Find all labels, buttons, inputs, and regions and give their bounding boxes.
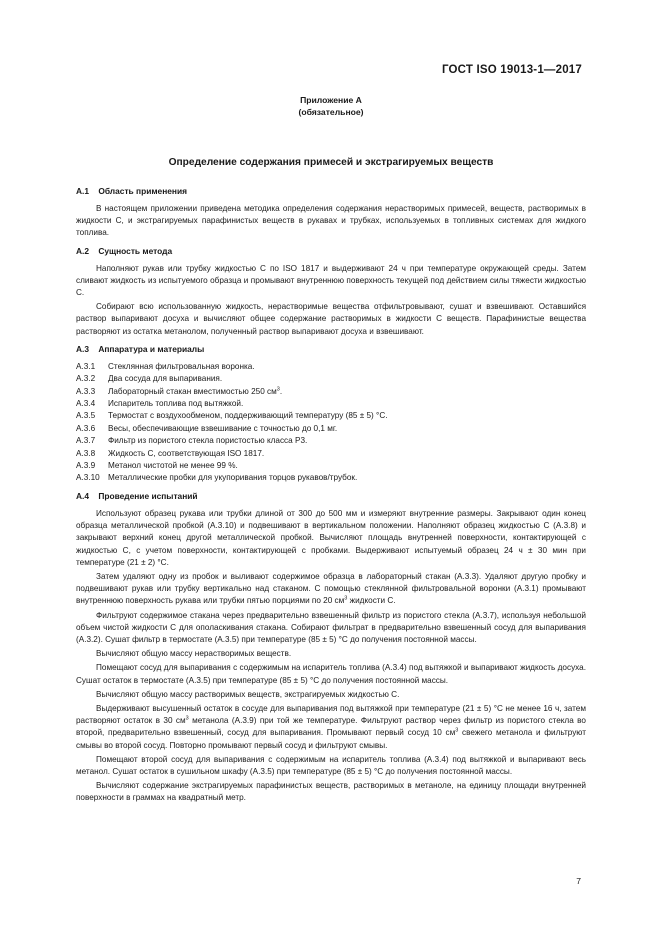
- paragraph: Наполняют рукав или трубку жидкостью С по ISO 1817 и выдерживают 24 ч при температуре окружающей среды. Затем сливают жидкость из испытуемого образца и промывают внутреннюю поверхность текущей под действием силы тяжести жидкостью С.: [76, 263, 586, 298]
- annex-title: Приложение А: [300, 95, 362, 105]
- section-number: А.4: [76, 490, 90, 501]
- paragraph: В настоящем приложении приведена методика определения содержания нерастворимых примесей, веществ, растворимых в жидкости С, и экстрагируемых парафинистых веществ в рукавах и трубках, используемых в топливных системах для жидкого топлива.: [76, 204, 586, 238]
- section-heading-a4: [76, 490, 586, 502]
- document-title: Определение содержания примесей и экстрагируемых веществ: [168, 157, 494, 168]
- paragraph: Затем удаляют одну из пробок и выливают содержимое образца в лабораторный стакан (А.3.3). Удаляют другую пробку и подвешивают рукав или трубку вертикально над стаканом. С помощью стеклянной фильтровальной воронки (А.3.1) промывают внутреннюю поверхность рукава или трубки пятью порциями по 20 $см^3$ жидкости С.: [76, 571, 586, 606]
- section-title: Область применения: [98, 186, 188, 196]
- list-item: А.3.4 Испаритель топлива под вытяжкой.: [76, 399, 244, 409]
- paragraph: Собирают всю использованную жидкость, нерастворимые вещества отфильтровывают, сушат и взвешивают. Оставшийся раствор выпаривают досуха и вычисляют общее содержание растворимых в жидкости С веществ. Парафинистые вещества растворяют из остатка метанолом, полученный раствор выпаривают досуха и взвешивают.: [76, 302, 586, 336]
- equipment-list: [76, 361, 586, 485]
- annex-status: (обязательное): [298, 107, 364, 117]
- section-heading-a1: [76, 185, 586, 197]
- paragraph: Вычисляют общую массу нерастворимых веществ.: [96, 649, 292, 659]
- page-number: 7: [576, 876, 581, 886]
- paragraph: Помещают сосуд для выпаривания с содержимым на испаритель топлива (А.3.4) под вытяжкой и выпаривают жидкость досуха. Сушат остаток в термостате (А.3.5) при температуре (85 ± 5) °С до получения постоянной массы.: [76, 663, 586, 685]
- document-code: ГОСТ ISO 19013-1—2017: [441, 64, 582, 76]
- list-item: А.3.2 Два сосуда для выпаривания.: [76, 374, 223, 384]
- section-title: Проведение испытаний: [98, 490, 198, 501]
- section-number: А.2: [76, 245, 90, 256]
- paragraph: Фильтруют содержимое стакана через предварительно взвешенный фильтр из пористого стекла (А.3.7), используя небольшой объем чистой жидкости С для ополаскивания стакана. Собирают фильтрат в предварительно взвешенный сосуд для выпаривания (А.3.2). Сушат фильтр в термостате (А.3.5) при температуре (85 ± 5) °С до получения постоянной массы.: [76, 610, 586, 644]
- paragraph: Используют образец рукава или трубки длиной от 300 до 500 мм и измеряют внутренние размеры. Закрывают один конец образца металлической пробкой (А.3.10) и подвешивают в вертикальном положении. Наполняют образец жидкостью С (А.3.8) и закрывают верхний конец другой металлической пробкой. Вычисляют площадь внутренней поверхности, контактирующей с жидкостью С, с учетом поверхности, контактирующей с пробками. Выдерживают испытуемый образец 24 ч ± 30 мин при температуре (21 ± 2) °С.: [76, 508, 586, 567]
- list-item: А.3.6 Весы, обеспечивающие взвешивание с точностью до 0,1 мг.: [76, 423, 338, 433]
- page-content: [76, 94, 586, 807]
- list-item: А.3.8 Жидкость С, соответствующая ISO 1817.: [76, 448, 265, 458]
- paragraph: Выдерживают высушенный остаток в сосуде для выпаривания под вытяжкой при температуре (21 ± 5) °С не менее 16 ч, затем растворяют остаток в 30 $см^3$ метанола (А.3.9) при той же температуре. Фильтруют раствор через фильтр из пористого стекла во второй, предварительно взвешенный, сосуд для выпаривания. Промывают первый сосуд 10 $см^3$ свежего метанола и фильтруют смывы во второй сосуд. Повторно промывают первый сосуд и фильтруют смывы.: [76, 703, 586, 750]
- paragraph: Вычисляют общую массу растворимых веществ, экстрагируемых жидкостью С.: [96, 689, 400, 699]
- section-number: А.3: [76, 343, 90, 354]
- list-item: А.3.9 Метанол чистотой не менее 99 %.: [76, 461, 238, 471]
- list-item: А.3.7 Фильтр из пористого стекла пористостью класса Р3.: [76, 436, 308, 446]
- section-title: Сущность метода: [98, 245, 173, 256]
- section-title: Аппаратура и материалы: [98, 343, 205, 354]
- section-heading-a2: [76, 245, 586, 257]
- section-heading-a3: [76, 343, 586, 355]
- paragraph: Помещают второй сосуд для выпаривания с содержимым на испаритель топлива (А.3.4) под вытяжкой и выпаривают весь метанол. Сушат остаток в сушильном шкафу (А.3.5) при температуре (85 ± 5) °С до получения постоянной массы.: [76, 754, 586, 776]
- list-item: А.3.1 Стеклянная фильтровальная воронка.: [76, 361, 255, 371]
- list-item: А.3.5 Термостат с воздухообменом, поддерживающий температуру (85 ± 5) °С.: [76, 411, 388, 421]
- paragraph: Вычисляют содержание экстрагируемых парафинистых веществ, растворимых в метаноле, на единицу площади внутренней поверхности в граммах на квадратный метр.: [76, 781, 586, 803]
- list-item: А.3.10 Металлические пробки для укупоривания торцов рукавов/трубок.: [76, 473, 358, 483]
- section-number: А.1: [76, 186, 90, 196]
- list-item: А.3.3 Лабораторный стакан вместимостью 250 $см^3$.: [76, 385, 283, 396]
